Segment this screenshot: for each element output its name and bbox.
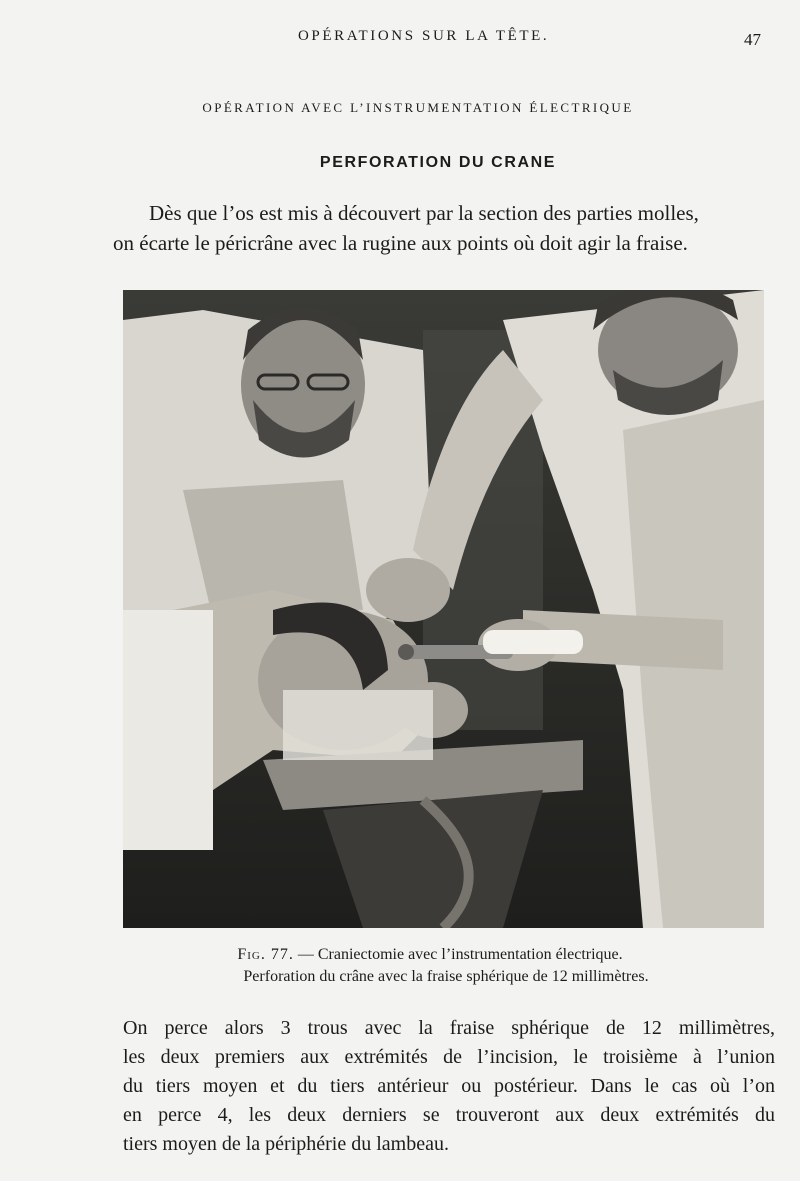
subsection-heading: PERFORATION DU CRANE	[319, 154, 557, 171]
figure-photograph	[123, 290, 764, 928]
figure-caption	[0, 944, 800, 988]
running-head	[0, 24, 800, 54]
body-line: du tiers moyen et du tiers antérieur ou postérieur. Dans le cas où l’on	[123, 1075, 775, 1097]
body-line: On perce alors 3 trous avec la fraise sphérique de 12 millimètres,	[123, 1017, 775, 1039]
page-number: 47	[744, 30, 761, 49]
body-paragraph	[123, 1014, 775, 1159]
section-heading: OPÉRATION AVEC L’INSTRUMENTATION ÉLECTRIQUE	[202, 100, 634, 115]
body-line: les deux premiers aux extrémités de l’incision, le troisième à l’union	[123, 1046, 775, 1068]
caption-line-2: Perforation du crâne avec la fraise sphérique de 12 millimètres.	[243, 968, 649, 985]
running-title: OPÉRATIONS SUR LA TÊTE.	[298, 28, 550, 44]
figure-label: Fig. 77.	[237, 946, 294, 963]
intro-paragraph	[113, 198, 765, 258]
intro-line: on écarte le péricrâne avec la rugine aux points où doit agir la fraise.	[113, 231, 688, 255]
caption-title: — Craniectomie avec l’instrumentation électrique.	[297, 946, 623, 963]
intro-line: Dès que l’os est mis à découvert par la section des parties molles,	[149, 201, 699, 225]
body-line: tiers moyen de la périphérie du lambeau.	[123, 1133, 449, 1155]
caption-line-1	[0, 944, 800, 966]
surgery-photo-illustration	[123, 290, 764, 928]
body-line: en perce 4, les deux derniers se trouveront aux deux extrémités du	[123, 1104, 775, 1126]
